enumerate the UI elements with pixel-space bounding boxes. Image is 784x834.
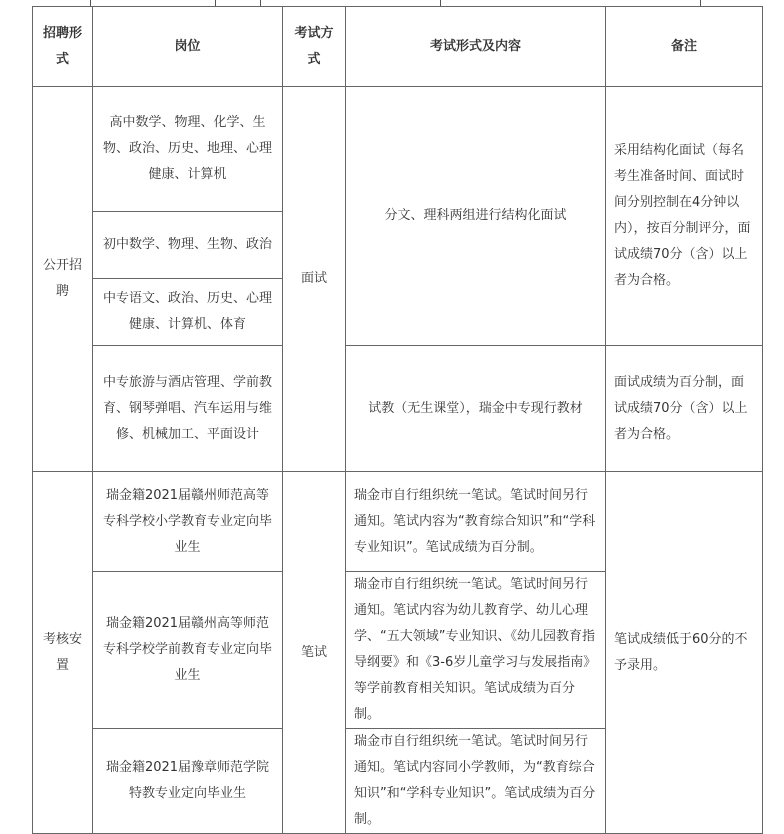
table-header-row (33, 7, 763, 87)
position-cell: 中专语文、政治、历史、心理健康、计算机、体育 (93, 279, 283, 346)
header-exam-content: 考试形式及内容 (346, 7, 606, 87)
exam-content-cell: 瑞金市自行组织统一笔试。笔试时间另行通知。笔试内容为幼儿教育学、幼儿心理学、“五大领域”专业知识、《幼儿园教育指导纲要》和《3-6岁儿童学习与发展指南》等学前教育相关知识。笔试成绩为百分制。 (346, 572, 606, 729)
header-position: 岗位 (93, 7, 283, 87)
remark-cell: 面试成绩为百分制，面试成绩70分（含）以上者为合格。 (606, 346, 763, 472)
position-cell: 瑞金籍2021届赣州高等师范专科学校学前教育专业定向毕业生 (93, 572, 283, 729)
table-row (33, 346, 763, 472)
position-cell: 瑞金籍2021届赣州师范高等专科学校小学教育专业定向毕业生 (93, 472, 283, 572)
recruit-form-assessment: 考核安置 (33, 472, 93, 834)
header-recruit-form: 招聘形式 (33, 7, 93, 87)
exam-content-cell: 分文、理科两组进行结构化面试 (346, 87, 606, 346)
remark-cell: 笔试成绩低于60分的不予录用。 (606, 472, 763, 834)
recruitment-table (32, 6, 763, 834)
exam-content-cell: 瑞金市自行组织统一笔试。笔试时间另行通知。笔试内容为“教育综合知识”和“学科专业知识”。笔试成绩为百分制。 (346, 472, 606, 572)
table-row (33, 87, 763, 212)
remark-cell: 采用结构化面试（每名考生准备时间、面试时间分别控制在4分钟以内），按百分制评分，面试成绩70分（含）以上者为合格。 (606, 87, 763, 346)
position-cell: 瑞金籍2021届豫章师范学院特教专业定向毕业生 (93, 729, 283, 834)
exam-method-written: 笔试 (283, 472, 346, 834)
header-exam-method: 考试方式 (283, 7, 346, 87)
exam-method-interview: 面试 (283, 87, 346, 472)
recruit-form-open: 公开招聘 (33, 87, 93, 472)
position-cell: 中专旅游与酒店管理、学前教育、钢琴弹唱、汽车运用与维修、机械加工、平面设计 (93, 346, 283, 472)
header-remarks: 备注 (606, 7, 763, 87)
exam-content-cell: 试教（无生课堂），瑞金中专现行教材 (346, 346, 606, 472)
table-row (33, 472, 763, 572)
exam-content-cell: 瑞金市自行组织统一笔试。笔试时间另行通知。笔试内容同小学教师，为“教育综合知识”和“学科专业知识”。笔试成绩为百分制。 (346, 729, 606, 834)
position-cell: 初中数学、物理、生物、政治 (93, 212, 283, 279)
position-cell: 高中数学、物理、化学、生物、政治、历史、地理、心理健康、计算机 (93, 87, 283, 212)
